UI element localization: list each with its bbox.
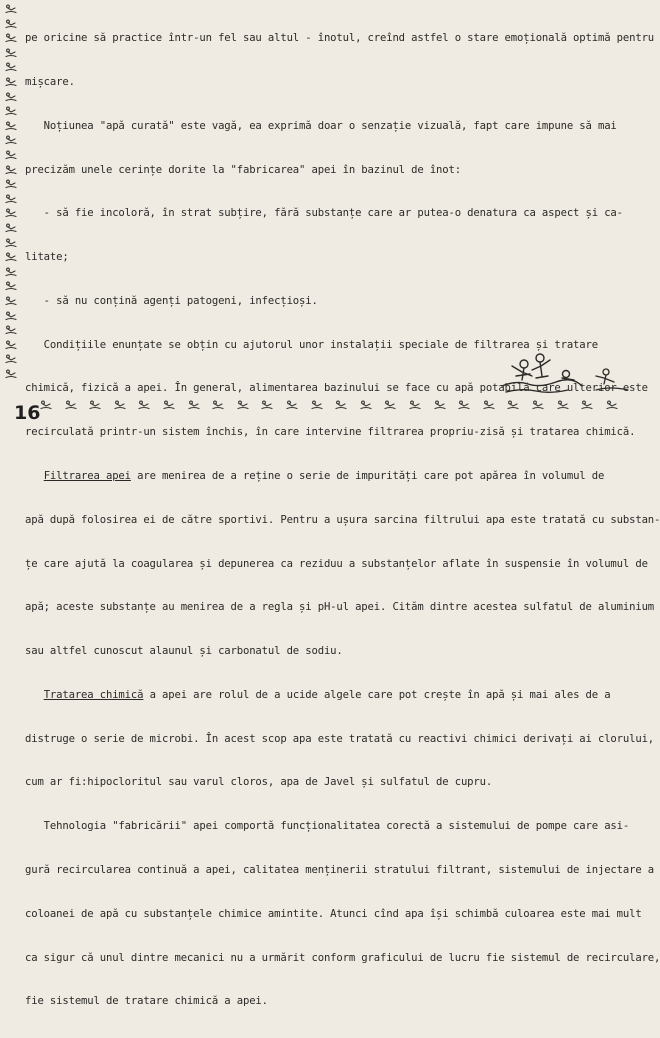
margin-swimmer-icon [5,311,17,321]
swimmers-illustration-icon [496,346,588,396]
margin-swimmer-icon [5,267,17,277]
margin-swimmer-icon [5,62,17,72]
text-line: sau altfel cunoscut alaunul și carbonatul de sodiu. [25,645,343,658]
text-line: Tratarea chimică a apei are rolul de a ucide algele care pot crește în apă și mai ales de a [43,688,611,701]
margin-swimmer-icon [5,150,17,160]
margin-swimmer-icon [5,179,17,189]
text-line: Noțiunea "apă curată" este vagă, ea exprimă doar o senzație vizuală, fapt care impune să mai [25,119,617,132]
margin-swimmer-icon [5,281,17,291]
margin-swimmer-icon [5,4,17,14]
margin-swimmer-icon [5,340,17,350]
text-line: - să nu conțină agenți patogeni, infecțioși. [25,294,318,307]
margin-swimmer-icon [5,296,17,306]
text-line: țe care ajută la coagularea și depunerea ca reziduu a substanțelor aflate în suspensie în volumul de [25,557,648,570]
body-text [25,2,660,1038]
text-line: apă după folosirea ei de către sportivi. Pentru a ușura sarcina filtrului apa este tratată cu substan- [25,513,660,526]
text-line: mișcare. [25,75,75,88]
swimmer-figure-icon [592,364,632,394]
margin-swimmer-icon [5,121,17,131]
text-line: precizăm unele cerințe dorite la "fabricarea" apei în bazinul de înot: [25,163,461,176]
text-line: chimică, fizică a apei. În general, alimentarea bazinului se face cu apă potabilă care ulterior este [25,382,648,395]
text-line: - să fie incoloră, în strat subțire, fără substanțe care ar putea-o denatura ca aspect și ca- [25,207,623,220]
text-line: distruge o serie de microbi. În acest scop apa este tratată cu reactivi chimici derivați ai clorului, [25,732,655,745]
margin-swimmer-icon [5,325,17,335]
margin-swimmer-icon [5,369,17,379]
margin-swimmer-icon [5,92,17,102]
margin-swimmer-icon [5,165,17,175]
text-line: Condițiile enunțate se obțin cu ajutorul unor instalații speciale de filtrarea și tratare [25,338,598,351]
text-line: ca sigur că unul dintre mecanici nu a urmărit conform graficului de lucru fie sistemul de recirculare, [25,951,660,964]
margin-swimmer-icon [5,135,17,145]
section-heading-filtrarea: Filtrarea apei [43,470,131,482]
text-line: litate; [25,251,69,264]
text-line: gură recircularea continuă a apei, calitatea menținerii stratului filtrant, sistemului de injectare a [25,864,655,877]
text-line: cum ar fi:hipocloritul sau varul cloros, apa de Javel și sulfatul de cupru. [25,776,493,789]
margin-swimmer-icon [5,19,17,29]
margin-swimmer-icon [5,194,17,204]
margin-swimmer-icon [5,77,17,87]
text-line: apă; aceste substanțe au menirea de a regla și pH-ul apei. Cităm dintre acestea sulfatul de aluminium [25,601,655,614]
text-line: coloanei de apă cu substanțele chimice amintite. Atunci cînd apa își schimbă culoarea este mai mult [25,907,642,920]
margin-swimmer-icon [5,238,17,248]
margin-swimmer-icon [5,48,17,58]
margin-swimmer-icon [5,106,17,116]
margin-swimmer-icon [5,252,17,262]
text-line: pe oricine să practice într-un fel sau altul - înotul, creînd astfel o stare emoțională optimă pentru [25,32,655,45]
left-margin-swimmer-icons [5,0,21,429]
page-number: 16 [14,402,41,424]
margin-swimmer-icon [5,208,17,218]
text-line: fie sistemul de tratare chimică a apei. [25,995,268,1008]
section-heading-tratarea: Tratarea chimică [43,688,144,701]
text-line: Tehnologia "fabricării" apei comportă funcționalitatea corectă a sistemului de pompe care asi- [25,820,630,833]
margin-swimmer-icon [5,223,17,233]
text-line: Filtrarea apei are menirea de a reține o serie de impurități care pot apărea în volumul de [43,470,605,482]
margin-swimmer-icon [5,354,17,364]
text-line: recirculată printr-un sistem închis, în care intervine filtrarea propriu-zisă și tratarea chimică. [25,426,636,439]
margin-swimmer-icon [5,33,17,43]
